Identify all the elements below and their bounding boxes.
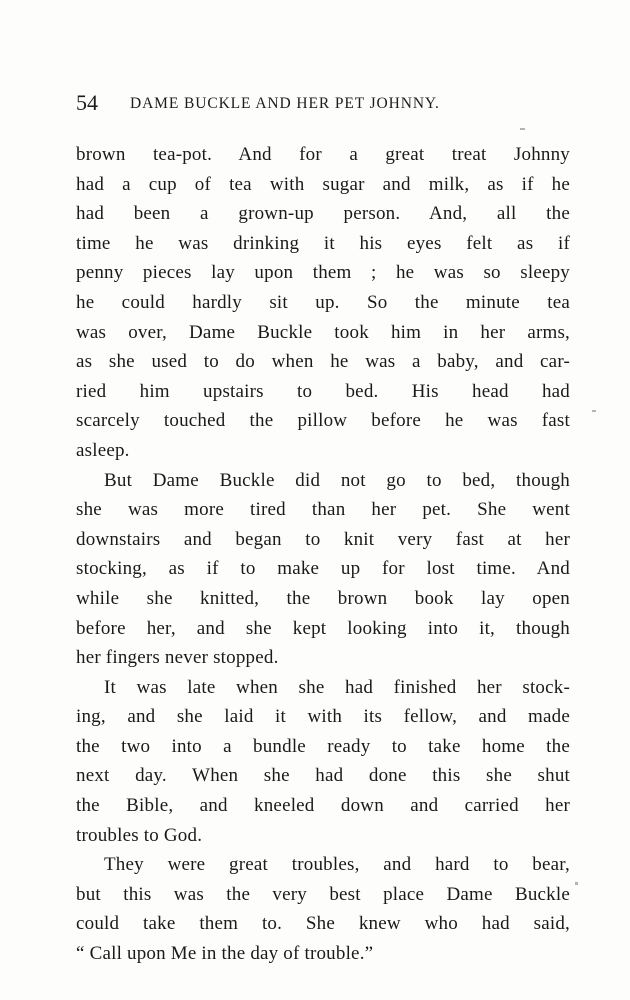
text-line: scarcely touched the pillow before he was fast: [76, 410, 570, 432]
text-line: was over, Dame Buckle took him in her arms,: [76, 321, 570, 343]
text-line: had been a grown-up person. And, all the: [76, 203, 570, 225]
text-line: ried him upstairs to bed. His head had: [76, 380, 570, 402]
text-line: before her, and she kept looking into it, though: [76, 617, 570, 639]
text-line: as she used to do when he was a baby, and car-: [76, 351, 570, 373]
text-line: ing, and she laid it with its fellow, and made: [76, 706, 570, 728]
text-line: asleep.: [76, 439, 130, 461]
text-line: the two into a bundle ready to take home the: [76, 735, 570, 757]
text-line: had a cup of tea with sugar and milk, as if he: [76, 173, 570, 195]
text-line: he could hardly sit up. So the minute tea: [76, 291, 570, 313]
scan-speck: [592, 410, 596, 412]
text-line: troubles to God.: [76, 824, 203, 846]
running-title: DAME BUCKLE AND HER PET JOHNNY.: [130, 95, 440, 112]
paragraph-4: [76, 850, 570, 968]
text-line: It was late when she had finished her stock-: [104, 676, 570, 698]
text-line: while she knitted, the brown book lay open: [76, 587, 570, 609]
text-line: she was more tired than her pet. She went: [76, 499, 570, 521]
scan-speck: [575, 882, 578, 885]
text-line: could take them to. She knew who had said,: [76, 913, 570, 935]
text-line: stocking, as if to make up for lost time. And: [76, 558, 570, 580]
text-line: They were great troubles, and hard to bear,: [104, 854, 570, 876]
paragraph-1: [76, 140, 570, 466]
text-line: penny pieces lay upon them ; he was so sleepy: [76, 262, 570, 284]
text-line: but this was the very best place Dame Buckle: [76, 883, 570, 905]
text-line: But Dame Buckle did not go to bed, though: [104, 469, 570, 491]
text-line: brown tea-pot. And for a great treat Johnny: [76, 144, 570, 165]
paragraph-3: [76, 673, 570, 851]
text-line: next day. When she had done this she shut: [76, 765, 570, 787]
page-header: [76, 88, 576, 118]
scan-speck: [520, 128, 525, 130]
text-line: “ Call upon Me in the day of trouble.”: [76, 943, 374, 965]
text-line: time he was drinking it his eyes felt as if: [76, 232, 570, 254]
body-text: [76, 140, 570, 969]
page-number: 54: [76, 90, 98, 115]
text-line: downstairs and began to knit very fast at her: [76, 528, 570, 550]
text-line: her fingers never stopped.: [76, 647, 279, 669]
paragraph-2: [76, 466, 570, 673]
text-line: the Bible, and kneeled down and carried her: [76, 795, 570, 817]
